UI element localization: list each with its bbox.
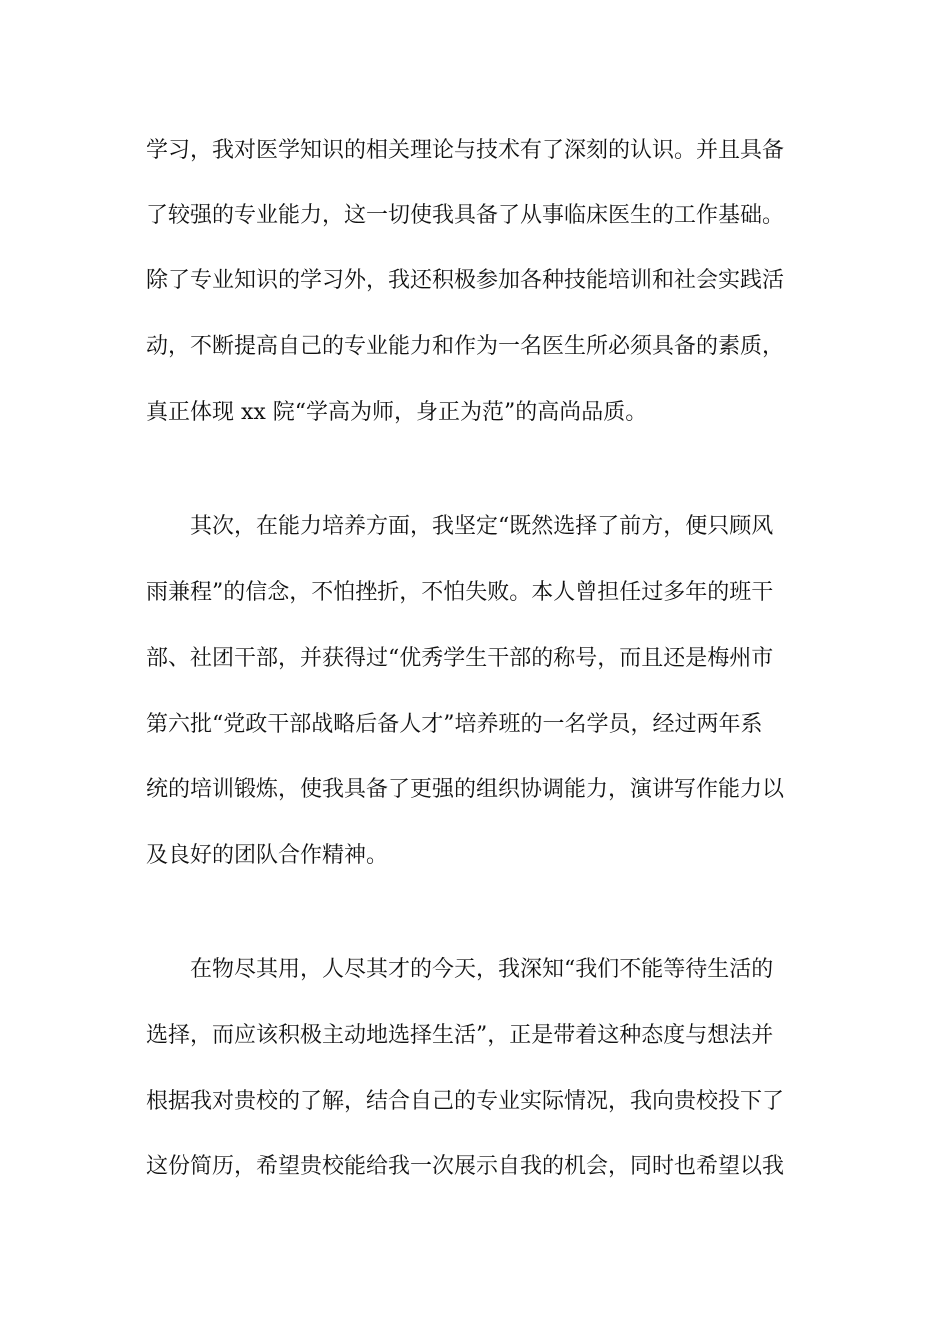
paragraph-line: 根据我对贵校的了解，结合自己的专业实际情况，我向贵校投下了: [146, 1089, 785, 1114]
paragraph-line: 选择，而应该积极主动地选择生活”，正是带着这种态度与想法并: [146, 1023, 774, 1048]
paragraph-first-line: 在物尽其用，人尽其才的今天，我深知“我们不能等待生活的: [190, 957, 774, 982]
paragraph-line: 统的培训锻炼，使我具备了更强的组织协调能力，演讲写作能力以: [146, 777, 785, 802]
paragraph-line: 这份简历，希望贵校能给我一次展示自我的机会，同时也希望以我: [146, 1154, 785, 1179]
paragraph-line: 了较强的专业能力，这一切使我具备了从事临床医生的工作基础。: [146, 203, 785, 228]
paragraph-line: 除了专业知识的学习外，我还积极参加各种技能培训和社会实践活: [146, 268, 785, 293]
paragraph-first-line: 其次，在能力培养方面，我坚定“既然选择了前方，便只顾风: [190, 514, 774, 539]
paragraph-line: 第六批“党政干部战略后备人才”培养班的一名学员，经过两年系: [146, 712, 763, 737]
paragraph-line: 真正体现 xx 院“学高为师，身正为范”的高尚品质。: [146, 400, 648, 425]
paragraph-line: 及良好的团队合作精神。: [146, 843, 389, 868]
paragraph-line: 动，不断提高自己的专业能力和作为一名医生所必须具备的素质，: [146, 334, 785, 359]
paragraph-line: 学习，我对医学知识的相关理论与技术有了深刻的认识。并且具备: [146, 138, 785, 163]
paragraph-line: 雨兼程”的信念，不怕挫折，不怕失败。本人曾担任过多年的班干: [146, 580, 774, 605]
paragraph-line: 部、社团干部，并获得过“优秀学生干部的称号，而且还是梅州市: [146, 646, 774, 671]
